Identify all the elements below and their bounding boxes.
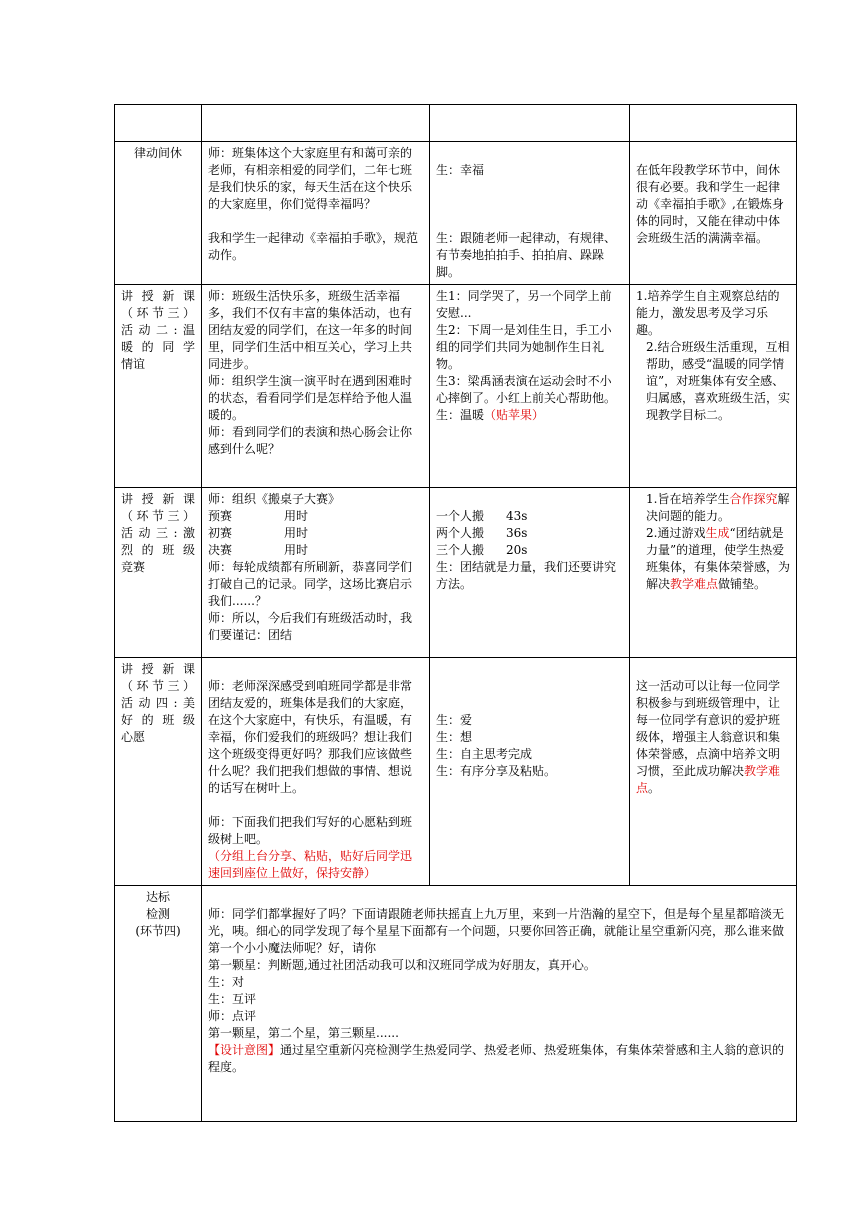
- teacher-cell: [202, 142, 430, 285]
- student-text: 生：有序分享及粘贴。: [436, 764, 557, 778]
- stage-label: 讲授新课: [121, 289, 195, 303]
- red-note: （分组上台分享、粘贴，贴好后同学迅速回到座位上做好，保持安静）: [208, 849, 413, 880]
- intent-text: 2.通过游戏生成“团结就是力量”的道理，使学生热爱班集体，有集体荣誉感，为解决教学难点做铺垫。: [646, 526, 791, 591]
- stage-label: 律动间休: [133, 146, 182, 160]
- student-text: 生：温暖（贴苹果）: [436, 408, 545, 422]
- teacher-text: 师：所以，今后我们有班级活动时，我们要谨记：团结: [208, 611, 413, 642]
- stage-label: 烈的班级: [121, 543, 195, 557]
- stage-label: 讲授新课: [121, 492, 195, 506]
- teacher-text: 师：老师深深感受到咱班同学都是非常团结友爱的，班集体是我们的大家庭，在这个大家庭中，有快乐，有温暖，有幸福，你们爱我们的班级吗？想让我们这个班级变得更好吗？那我们应该做些什么呢？我们把我们想做的事情、想说的话写在树叶上。: [208, 679, 413, 795]
- student-text: 生3：梁禹涵表演在运动会时不小心摔倒了。小红上前关心帮助他。: [436, 374, 617, 405]
- stage-label: 活动三:激: [121, 526, 195, 540]
- teacher-text: 师：看到同学们的表演和热心肠会让你感到什么呢？: [208, 425, 413, 456]
- round-row: 决赛 用时: [208, 543, 309, 557]
- result-row: 三个人搬 20s: [436, 543, 528, 557]
- stage-label: 活动二:温: [121, 323, 195, 337]
- table-row-activity-3: [115, 488, 797, 658]
- assessment-text: 生：互评: [208, 992, 257, 1006]
- stage-label: 检测: [145, 907, 170, 921]
- teacher-text: 师：组织《搬桌子大赛》: [208, 492, 341, 506]
- assessment-cell: [202, 886, 797, 1122]
- cell: [202, 105, 430, 142]
- intent-text: 在低年段教学环节中，间休很有必要。我和学生一起律动《幸福拍手歌》,在锻炼身体的同时，又能在律动中体会班级生活的满满幸福。: [636, 163, 784, 245]
- teacher-cell: [202, 658, 430, 886]
- design-intent: 【设计意图】通过星空重新闪亮检测学生热爱同学、热爱老师、热爱班集体，有集体荣誉感和主人翁的意识的程度。: [208, 1043, 785, 1074]
- stage-label: 达标: [145, 890, 170, 904]
- stage-cell: [115, 488, 202, 658]
- table-row-assessment: [115, 886, 797, 1122]
- assessment-text: 生：对: [208, 975, 245, 989]
- design-label: 【设计意图】: [208, 1043, 281, 1057]
- student-text: 生：爱: [436, 713, 473, 727]
- student-text: 生2：下周一是刘佳生日，手工小组的同学们共同为她制作生日礼物。: [436, 323, 612, 371]
- teacher-text: 我和学生一起律动《幸福拍手歌》，规范动作。: [208, 231, 419, 262]
- lesson-plan-table: [114, 104, 797, 1122]
- student-text: 生：团结就是力量，我们还要讲究方法。: [436, 560, 617, 591]
- intent-cell: [630, 285, 797, 488]
- assessment-text: 师：点评: [208, 1009, 257, 1023]
- stage-cell: [115, 285, 202, 488]
- student-cell: [430, 142, 630, 285]
- teacher-cell: [202, 488, 430, 658]
- result-row: 两个人搬 36s: [436, 526, 528, 540]
- stage-label: （环节三）: [121, 679, 195, 693]
- student-text: 生：幸福: [436, 163, 485, 177]
- stage-label: 竞赛: [121, 560, 146, 574]
- teacher-text: 师：班集体这个大家庭里有和蔼可亲的老师，有相亲相爱的同学们，二年七班是我们快乐的家，每天生活在这个快乐的大家庭里，你们觉得幸福吗？: [208, 146, 413, 211]
- round-row: 初赛 用时: [208, 526, 309, 540]
- student-text: 生：想: [436, 730, 473, 744]
- cell: [630, 105, 797, 142]
- stage-label: （环节三）: [121, 306, 195, 320]
- red-note: （贴苹果）: [484, 408, 545, 422]
- stage-cell: [115, 886, 202, 1122]
- stage-cell: [115, 142, 202, 285]
- teacher-text: 师：下面我们把我们写好的心愿粘到班级树上吧。: [208, 815, 413, 846]
- table-row-activity-4: [115, 658, 797, 886]
- stage-label: 情谊: [121, 357, 146, 371]
- cell: [115, 105, 202, 142]
- teacher-cell: [202, 285, 430, 488]
- student-text: 生1：同学哭了，另一个同学上前安慰...: [436, 289, 612, 320]
- stage-label: 暖的同学: [121, 340, 195, 354]
- intent-text: 1.旨在培养学生合作探究解决问题的能力。: [646, 492, 790, 523]
- student-cell: [430, 285, 630, 488]
- assessment-text: 第一颗星，第二个星，第三颗星......: [208, 1026, 399, 1040]
- assessment-text: 第一颗星：判断题,通过社团活动我可以和汉班同学成为好朋友，真开心。: [208, 958, 596, 972]
- teacher-text: 师：每轮成绩都有所刷新，恭喜同学们打破自己的记录。同学，这场比赛启示我们......？: [208, 560, 413, 608]
- intent-cell: [630, 142, 797, 285]
- table-row-break: [115, 142, 797, 285]
- result-row: 一个人搬 43s: [436, 509, 528, 523]
- stage-label: 讲授新课: [121, 662, 195, 676]
- stage-label: (环节四): [135, 924, 181, 938]
- stage-label: （环节三）: [121, 509, 195, 523]
- intent-text: 这一活动可以让每一位同学积极参与到班级管理中，让每一位同学有意识的爱护班级体，增强主人翁意识和集体荣誉感，点滴中培养文明习惯，至此成功解决教学难点。: [636, 679, 781, 795]
- stage-label: 好的班级: [121, 713, 195, 727]
- student-cell: [430, 658, 630, 886]
- cell: [430, 105, 630, 142]
- teacher-text: 师：班级生活快乐多，班级生活幸福多，我们不仅有丰富的集体活动，也有团结友爱的同学们，在这一年多的时间里，同学们生活中相互关心，学习上共同进步。: [208, 289, 413, 371]
- table-row-empty: [115, 105, 797, 142]
- intent-cell: [630, 488, 797, 658]
- intent-text: 1.培养学生自主观察总结的能力，激发思考及学习乐趣。: [636, 289, 780, 337]
- student-cell: [430, 488, 630, 658]
- table-row-activity-2: [115, 285, 797, 488]
- assessment-text: 师：同学们都掌握好了吗？下面请跟随老师扶摇直上九万里，来到一片浩瀚的星空下，但是每个星星都暗淡无光，咦。细心的同学发现了每个星星下面都有一个问题，只要你回答正确，就能让星空重新闪亮，那么谁来做第一个小小魔法师呢？好，请你: [208, 907, 785, 955]
- intent-cell: [630, 658, 797, 886]
- round-row: 预赛 用时: [208, 509, 309, 523]
- intent-text: 2.结合班级生活重现，互相帮助，感受“温暖的同学情谊”，对班集体有安全感、归属感，喜欢班级生活，实现教学目标二。: [646, 340, 791, 422]
- student-text: 生：自主思考完成: [436, 747, 533, 761]
- student-text: 生：跟随老师一起律动，有规律、有节奏地拍拍手、拍拍肩、跺跺脚。: [436, 231, 617, 279]
- stage-label: 活动四:美: [121, 696, 195, 710]
- stage-cell: [115, 658, 202, 886]
- stage-label: 心愿: [121, 730, 146, 744]
- teacher-text: 师：组织学生演一演平时在遇到困难时的状态，看看同学们是怎样给予他人温暖的。: [208, 374, 413, 422]
